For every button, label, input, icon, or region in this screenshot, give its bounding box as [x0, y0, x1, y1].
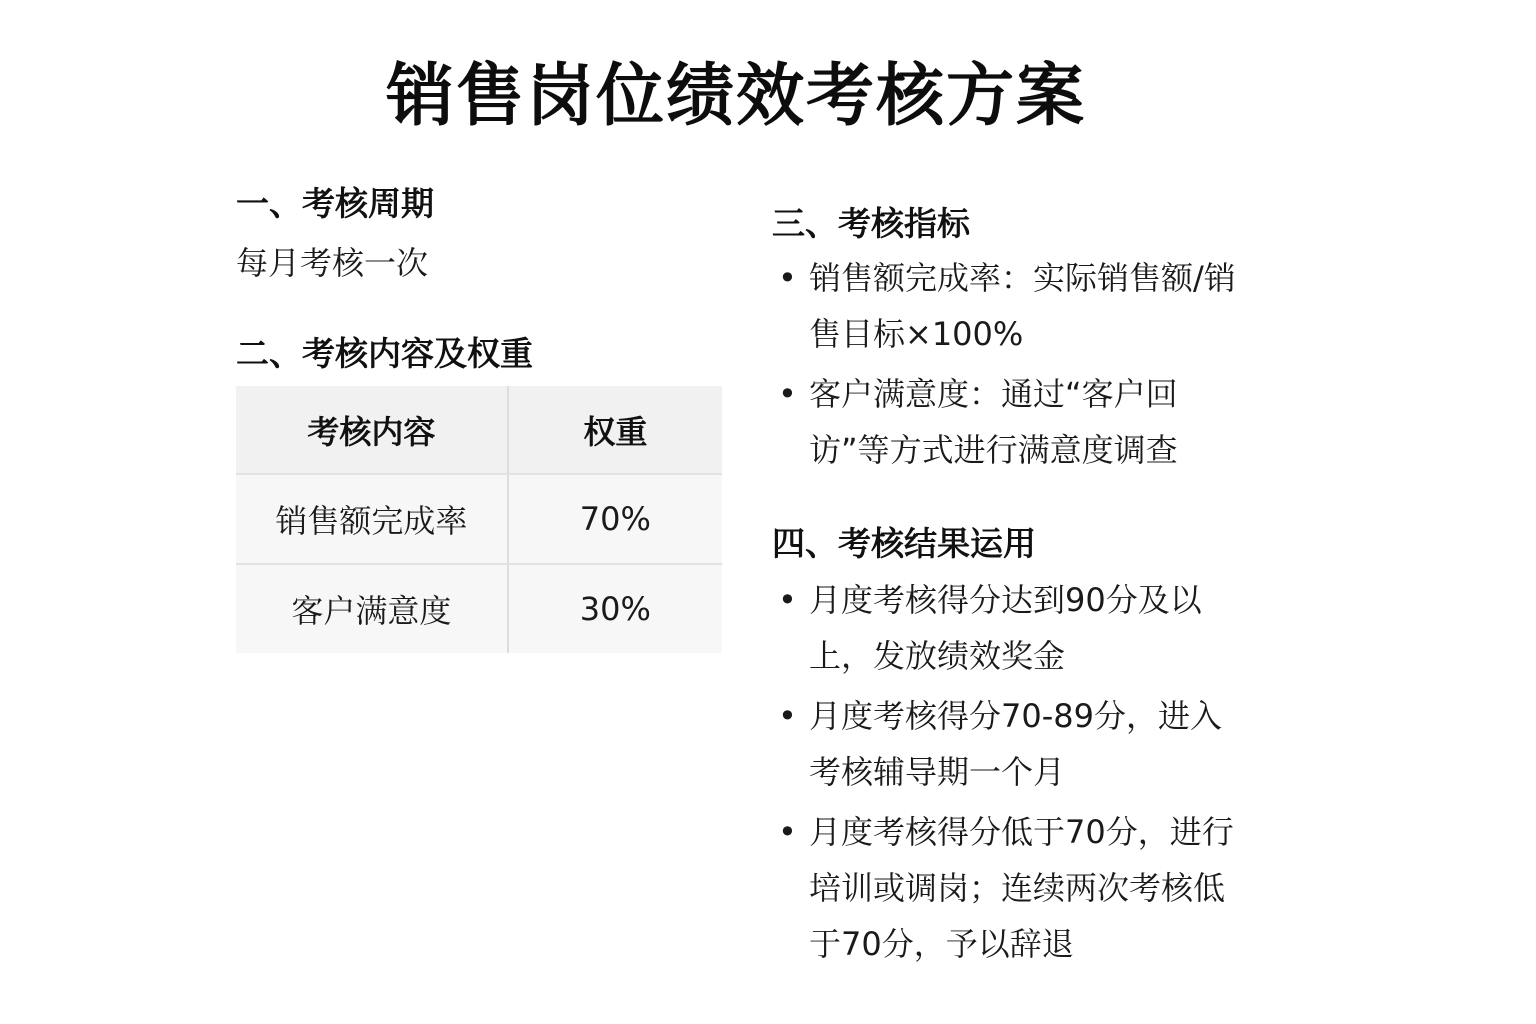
- table-header-content: 考核内容: [236, 386, 508, 474]
- table-cell-content: 销售额完成率: [236, 474, 508, 564]
- table-cell-weight: 70%: [508, 474, 722, 564]
- bullet-icon: •: [778, 697, 797, 735]
- list-item-text: 月度考核得分达到90分及以上，发放绩效奖金: [809, 581, 1202, 675]
- result-use-list: [772, 572, 1242, 976]
- list-item-text: 月度考核得分低于70分，进行培训或调岗；连续两次考核低于70分，予以辞退: [809, 813, 1234, 963]
- cycle-text: 每月考核一次: [236, 244, 429, 282]
- table-cell-content: 客户满意度: [236, 564, 508, 653]
- page-title: 销售岗位绩效考核方案: [385, 57, 1086, 136]
- list-item: [772, 366, 1242, 478]
- table-row: [236, 474, 722, 564]
- section-heading-cycle: 一、考核周期: [236, 184, 434, 223]
- table-cell-weight: 30%: [508, 564, 722, 653]
- bullet-icon: •: [778, 813, 797, 851]
- list-item-text: 月度考核得分70-89分，进入考核辅导期一个月: [809, 697, 1222, 791]
- list-item: [772, 250, 1242, 362]
- list-item-text: 销售额完成率：实际销售额/销售目标×100%: [809, 259, 1236, 353]
- table-header-row: [236, 386, 722, 474]
- bullet-icon: •: [778, 581, 797, 619]
- list-item: [772, 804, 1242, 972]
- list-item: [772, 572, 1242, 684]
- section-heading-content-weight: 二、考核内容及权重: [236, 334, 533, 373]
- table-header-weight: 权重: [508, 386, 722, 474]
- weight-table: [236, 386, 722, 653]
- bullet-icon: •: [778, 375, 797, 413]
- section-heading-indicators: 三、考核指标: [772, 204, 970, 243]
- section-heading-result-use: 四、考核结果运用: [772, 524, 1036, 563]
- list-item-text: 客户满意度：通过“客户回访”等方式进行满意度调查: [809, 375, 1178, 469]
- table-row: [236, 564, 722, 653]
- indicator-list: [772, 250, 1242, 482]
- bullet-icon: •: [778, 259, 797, 297]
- list-item: [772, 688, 1242, 800]
